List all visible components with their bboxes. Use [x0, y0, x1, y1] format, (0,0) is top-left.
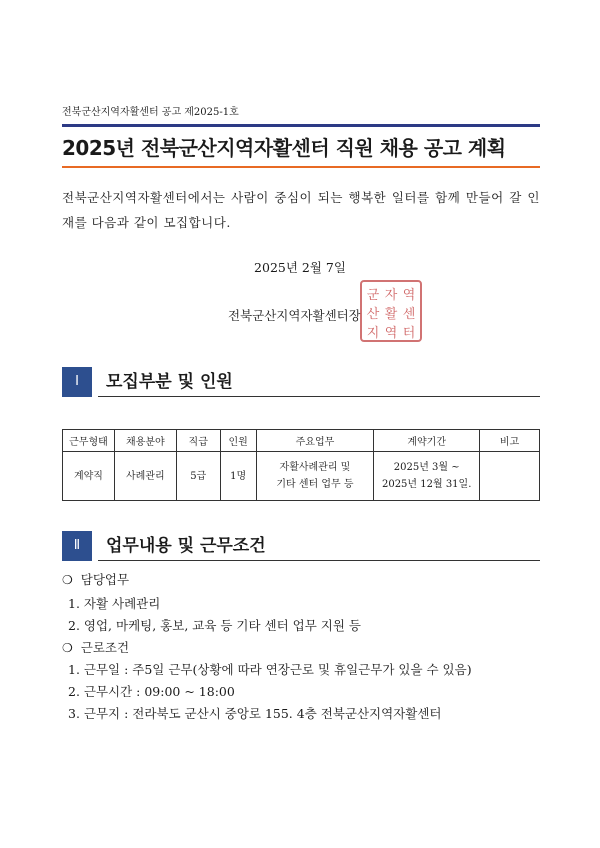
cell-note	[480, 452, 540, 501]
cell-count: 1명	[220, 452, 256, 501]
title-accent-rule	[62, 166, 540, 168]
seal-char: 역	[402, 288, 416, 303]
table-header-cell: 직급	[176, 430, 220, 452]
seal-char: 산	[366, 307, 380, 322]
title-top-rule	[62, 124, 540, 127]
section-2-header	[62, 531, 540, 561]
cell-duty-line: 자활사례관리 및	[279, 462, 351, 473]
cell-rank: 5급	[176, 452, 220, 501]
cell-duty-line: 기타 센터 업무 등	[276, 479, 354, 490]
seal-char: 터	[402, 326, 416, 341]
list-item: 2. 근무시간 : 09:00 ~ 18:00	[68, 684, 235, 699]
duties-heading-row	[62, 570, 129, 588]
list-item: 3. 근무지 : 전라북도 군산시 중앙로 155. 4층 전북군산지역자활센터	[68, 706, 442, 721]
official-seal	[360, 280, 422, 342]
section-1-rule	[98, 396, 540, 397]
seal-char: 센	[402, 307, 416, 322]
notice-number: 전북군산지역자활센터 공고 제2025-1호	[62, 107, 239, 118]
section-2-rule	[98, 560, 540, 561]
seal-char: 활	[384, 307, 398, 322]
seal-char: 군	[366, 288, 380, 303]
section-1-number: Ⅰ	[62, 367, 92, 397]
circle-bullet-icon: ❍	[62, 573, 73, 587]
recruitment-table	[62, 429, 540, 501]
conditions-heading: 근로조건	[80, 640, 130, 655]
cell-duty	[256, 452, 374, 501]
cell-type: 계약직	[63, 452, 115, 501]
seal-char: 자	[384, 288, 398, 303]
signer-name: 전북군산지역자활센터장	[228, 308, 361, 323]
seal-char: 역	[384, 326, 398, 341]
circle-bullet-icon: ❍	[62, 641, 73, 655]
table-row	[63, 452, 540, 501]
page-title: 2025년 전북군산지역자활센터 직원 채용 공고 계획	[62, 136, 506, 160]
cell-period-line: 2025년 3월 ~	[393, 462, 460, 473]
table-header-cell: 인원	[220, 430, 256, 452]
table-header-row	[63, 430, 540, 452]
table-header-cell: 근무형태	[63, 430, 115, 452]
seal-char: 지	[366, 326, 380, 341]
conditions-heading-row	[62, 638, 129, 656]
cell-period	[374, 452, 480, 501]
table-header-cell: 비고	[480, 430, 540, 452]
list-item: 2. 영업, 마케팅, 홍보, 교육 등 기타 센터 업무 지원 등	[68, 618, 362, 633]
intro-paragraph: 전북군산지역자활센터에서는 사람이 중심이 되는 행복한 일터를 함께 만들어 갈 인재를 다음과 같이 모집합니다.	[62, 190, 540, 230]
list-item: 1. 자활 사례관리	[68, 596, 161, 611]
table-header-cell: 주요업무	[256, 430, 374, 452]
section-1-header	[62, 367, 540, 397]
section-1-title: 모집부분 및 인원	[106, 372, 233, 392]
notice-date: 2025년 2월 7일	[254, 260, 346, 275]
cell-field: 사례관리	[114, 452, 176, 501]
duties-heading: 담당업무	[80, 572, 130, 587]
table-header-cell: 계약기간	[374, 430, 480, 452]
section-2-number: Ⅱ	[62, 531, 92, 561]
section-2-title: 업무내용 및 근무조건	[106, 536, 266, 556]
table-header-cell: 채용분야	[114, 430, 176, 452]
list-item: 1. 근무일 : 주5일 근무(상황에 따라 연장근로 및 휴일근무가 있을 수 있음)	[68, 662, 472, 677]
cell-period-line: 2025년 12월 31일.	[381, 479, 472, 490]
